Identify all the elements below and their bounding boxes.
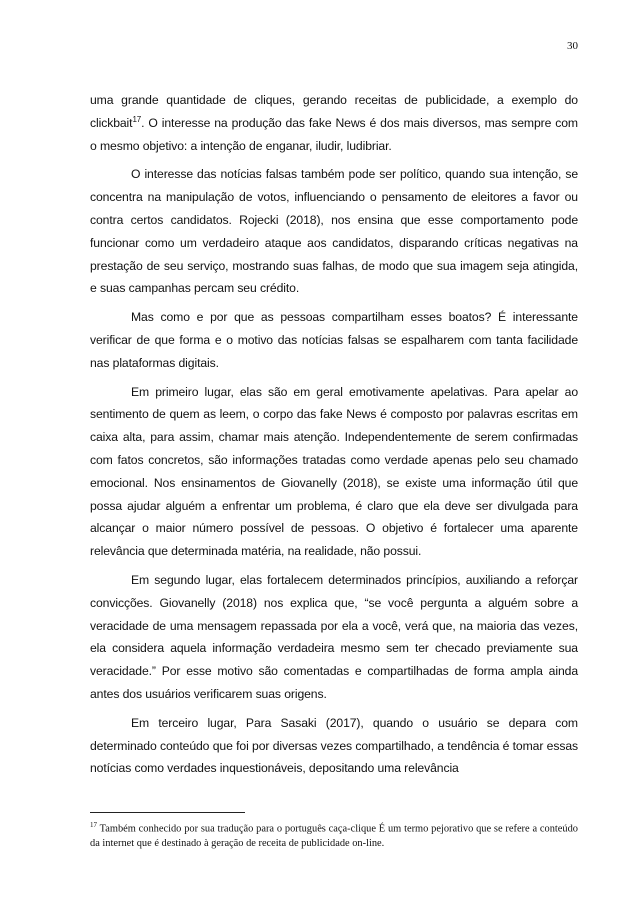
paragraph-4: Em primeiro lugar, elas são em geral emotivamente apelativas. Para apelar ao sentimento de quem as leem, o corpo das fake News é composto por palavras escritas em caixa alta, para assim, chamar mais atenção. Independentemente de serem confirmadas com fatos concretos, são informações tratadas como verdade apenas pelo seu chamado emocional. Nos ensinamentos de Giovanelly (2018), se existe uma informação útil que possa ajudar alguém a enfrentar um problema, é claro que ela deve ser divulgada para alcançar o maior número possível de pessoas. O objetivo é fortalecer uma aparente relevância que determinada matéria, na realidade, não possui.: [90, 384, 578, 559]
body-text: [90, 89, 578, 780]
paragraph-6: Em terceiro lugar, Para Sasaki (2017), quando o usuário se depara com determinado conteúdo que foi por diversas vezes compartilhado, a tendência é tomar essas notícias como verdades inquestionáveis, depositando uma relevância: [90, 715, 578, 776]
footnote-separator: [90, 812, 245, 813]
footnote-reference: 17: [132, 114, 142, 124]
page-number: 30: [567, 40, 578, 52]
footnote-number: 17: [90, 821, 97, 829]
paragraph-1: [90, 89, 578, 157]
paragraph-2: O interesse das notícias falsas também pode ser político, quando sua intenção, se concentra na manipulação de votos, influenciando o pensamento de eleitores a favor ou contra certos candidatos. Rojecki (2018), nos ensina que esse comportamento pode funcionar como um verdadeiro ataque aos candidatos, disparando críticas negativas na prestação de seu serviço, mostrando suas falhas, de modo que sua imagem seja atingida, e suas campanhas percam seu crédito.: [90, 167, 578, 296]
footnote: [90, 818, 578, 851]
footnote-text: Também conhecido por sua tradução para o português caça-clique É um termo pejorativo que se refere a conteúdo da internet que é destinado à geração de receita de publicidade on-line.: [90, 823, 578, 850]
paragraph-3: Mas como e por que as pessoas compartilham esses boatos? É interessante verificar de que forma e o motivo das notícias falsas se espalharem com tanta facilidade nas plataformas digitais.: [90, 310, 578, 370]
paragraph-1-text-end: . O interesse na produção das fake News é dos mais diversos, mas sempre com o mesmo objetivo: a intenção de enganar, iludir, ludibriar.: [90, 115, 578, 153]
paragraph-5: Em segundo lugar, elas fortalecem determinados princípios, auxiliando a reforçar convicções. Giovanelly (2018) nos explica que, “se você pergunta a alguém sobre a veracidade de uma mensagem repassada por ela a você, verá que, na maioria das vezes, ela considera aquela informação verdadeira mesmo sem ter checado previamente sua veracidade.” Por esse motivo são comentadas e compartilhadas de forma ampla ainda antes dos usuários verificarem suas origens.: [90, 572, 578, 701]
paragraph-1-text-start: uma grande quantidade de cliques, gerando receitas de publicidade, a exemplo do clickbait: [90, 93, 578, 130]
